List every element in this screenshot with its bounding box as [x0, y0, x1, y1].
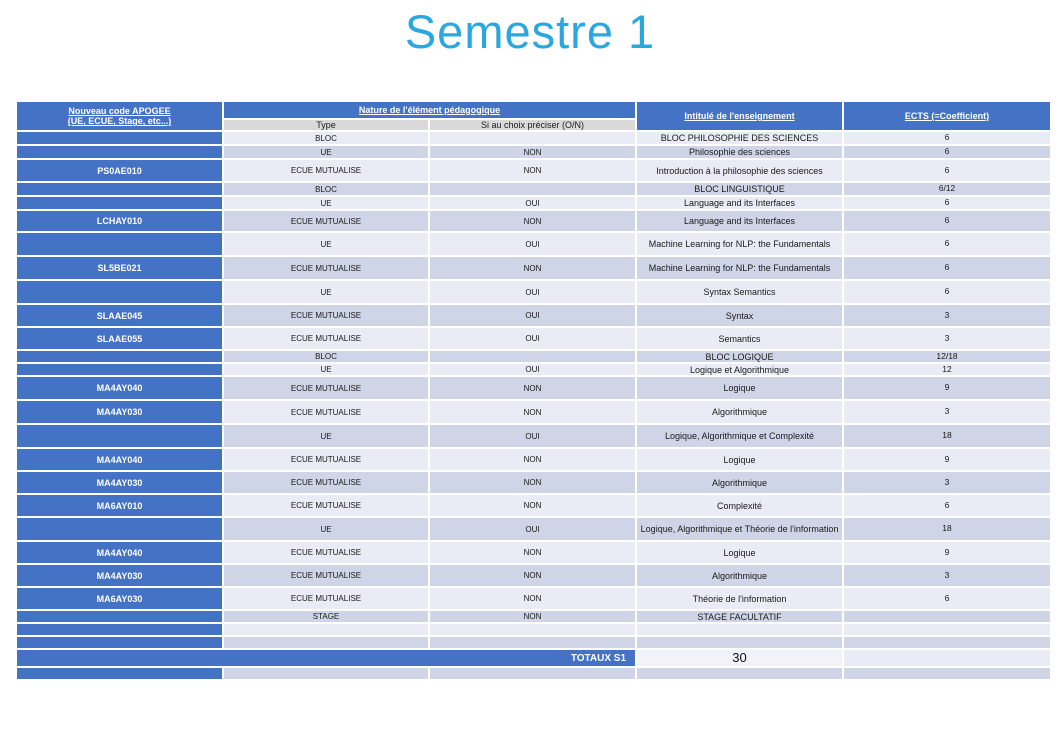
- cell-ects: 6: [843, 256, 1051, 280]
- page-title: Semestre 1: [404, 5, 656, 58]
- cell-code: [16, 196, 223, 210]
- cell-intitule: Language and its Interfaces: [636, 196, 843, 210]
- cell-code: [16, 623, 223, 636]
- cell-ects: 3: [843, 304, 1051, 327]
- cell-intitule: Logique: [636, 376, 843, 400]
- cell-type: [223, 667, 429, 680]
- header-ects-column: ECTS (=Coefficient): [843, 101, 1051, 131]
- cell-code: [16, 280, 223, 304]
- table-row: [16, 517, 1051, 541]
- cell-type: UE: [223, 363, 429, 376]
- cell-intitule: Algorithmique: [636, 564, 843, 587]
- table-body: [16, 131, 1051, 680]
- cell-ects: 6: [843, 494, 1051, 517]
- cell-choix: NON: [429, 587, 636, 610]
- cell-code: [16, 424, 223, 448]
- cell-ects: 3: [843, 400, 1051, 424]
- table-row: [16, 587, 1051, 610]
- cell-ects: [843, 667, 1051, 680]
- cell-code: [16, 363, 223, 376]
- cell-ects: [843, 636, 1051, 649]
- cell-intitule: Philosophie des sciences: [636, 145, 843, 159]
- cell-intitule: Language and its Interfaces: [636, 210, 843, 232]
- table-row: [16, 564, 1051, 587]
- table-row: [16, 210, 1051, 232]
- header-type-subcolumn: Type: [223, 119, 429, 131]
- cell-intitule: Logique, Algorithmique et Complexité: [636, 424, 843, 448]
- cell-choix: OUI: [429, 327, 636, 350]
- totals-row: [16, 649, 1051, 667]
- cell-intitule: Théorie de l'information: [636, 587, 843, 610]
- cell-ects: 6: [843, 131, 1051, 145]
- cell-intitule: Syntax Semantics: [636, 280, 843, 304]
- header-row-1: [16, 101, 1051, 119]
- cell-choix: NON: [429, 145, 636, 159]
- cell-type: UE: [223, 424, 429, 448]
- cell-choix: NON: [429, 256, 636, 280]
- cell-intitule: Algorithmique: [636, 400, 843, 424]
- table-row: [16, 256, 1051, 280]
- cell-code: [16, 636, 223, 649]
- table-row: [16, 623, 1051, 636]
- cell-intitule: BLOC PHILOSOPHIE DES SCIENCES: [636, 131, 843, 145]
- table-row: [16, 363, 1051, 376]
- header-code-line2: (UE, ECUE, Stage, etc...): [67, 116, 172, 127]
- cell-code: [16, 610, 223, 623]
- table-row: [16, 196, 1051, 210]
- header-choix-subcolumn: Si au choix préciser (O/N): [429, 119, 636, 131]
- cell-type: BLOC: [223, 131, 429, 145]
- cell-type: ECUE MUTUALISE: [223, 400, 429, 424]
- cell-intitule: [636, 623, 843, 636]
- cell-ects: 6: [843, 232, 1051, 256]
- table-row: [16, 304, 1051, 327]
- cell-type: UE: [223, 196, 429, 210]
- cell-type: ECUE MUTUALISE: [223, 564, 429, 587]
- cell-choix: [429, 667, 636, 680]
- cell-intitule: Logique: [636, 541, 843, 564]
- cell-ects: [843, 623, 1051, 636]
- cell-choix: OUI: [429, 280, 636, 304]
- cell-type: UE: [223, 145, 429, 159]
- cell-choix: OUI: [429, 424, 636, 448]
- cell-ects: 6: [843, 587, 1051, 610]
- cell-code: MA4AY040: [16, 376, 223, 400]
- cell-intitule: Logique: [636, 448, 843, 471]
- cell-ects: 6: [843, 145, 1051, 159]
- totals-label: TOTAUX S1: [16, 649, 636, 667]
- table-row: [16, 159, 1051, 182]
- cell-ects: 6: [843, 280, 1051, 304]
- cell-type: ECUE MUTUALISE: [223, 159, 429, 182]
- cell-type: UE: [223, 232, 429, 256]
- cell-choix: OUI: [429, 196, 636, 210]
- cell-type: ECUE MUTUALISE: [223, 210, 429, 232]
- cell-intitule: [636, 636, 843, 649]
- cell-code: [16, 131, 223, 145]
- cell-type: BLOC: [223, 182, 429, 196]
- cell-code: [16, 667, 223, 680]
- cell-choix: NON: [429, 541, 636, 564]
- cell-choix: NON: [429, 471, 636, 494]
- cell-ects: 12: [843, 363, 1051, 376]
- cell-intitule: STAGE FACULTATIF: [636, 610, 843, 623]
- cell-choix: NON: [429, 564, 636, 587]
- cell-ects: 3: [843, 327, 1051, 350]
- table-row: [16, 471, 1051, 494]
- cell-ects: 9: [843, 376, 1051, 400]
- header-nature-group: Nature de l'élément pédagogique: [223, 101, 636, 119]
- header-code-column: [16, 101, 223, 131]
- cell-code: MA4AY030: [16, 471, 223, 494]
- cell-code: [16, 145, 223, 159]
- cell-code: SLAAE055: [16, 327, 223, 350]
- cell-code: MA6AY030: [16, 587, 223, 610]
- table-header: [16, 101, 1051, 131]
- totals-ects-empty: [843, 649, 1051, 667]
- header-intitule-column: Intitulé de l'enseignement: [636, 101, 843, 131]
- cell-choix: OUI: [429, 232, 636, 256]
- table-row: [16, 400, 1051, 424]
- table-row: [16, 131, 1051, 145]
- cell-type: [223, 623, 429, 636]
- cell-type: BLOC: [223, 350, 429, 363]
- cell-code: MA4AY030: [16, 564, 223, 587]
- cell-intitule: Introduction à la philosophie des sciences: [636, 159, 843, 182]
- cell-type: ECUE MUTUALISE: [223, 256, 429, 280]
- cell-choix: NON: [429, 448, 636, 471]
- cell-type: ECUE MUTUALISE: [223, 376, 429, 400]
- cell-choix: OUI: [429, 517, 636, 541]
- cell-ects: 18: [843, 517, 1051, 541]
- cell-intitule: Complexité: [636, 494, 843, 517]
- cell-code: [16, 350, 223, 363]
- cell-ects: 6: [843, 159, 1051, 182]
- cell-type: ECUE MUTUALISE: [223, 448, 429, 471]
- cell-ects: 9: [843, 448, 1051, 471]
- cell-type: ECUE MUTUALISE: [223, 304, 429, 327]
- cell-ects: 6/12: [843, 182, 1051, 196]
- table-row: [16, 494, 1051, 517]
- cell-type: UE: [223, 280, 429, 304]
- cell-intitule: Logique et Algorithmique: [636, 363, 843, 376]
- table-row: [16, 145, 1051, 159]
- cell-ects: 3: [843, 564, 1051, 587]
- table-row: [16, 448, 1051, 471]
- cell-choix: NON: [429, 376, 636, 400]
- table-row: [16, 541, 1051, 564]
- cell-type: [223, 636, 429, 649]
- cell-intitule: BLOC LOGIQUE: [636, 350, 843, 363]
- cell-choix: NON: [429, 610, 636, 623]
- table-row: [16, 636, 1051, 649]
- cell-code: MA4AY030: [16, 400, 223, 424]
- cell-code: [16, 232, 223, 256]
- cell-choix: [429, 131, 636, 145]
- cell-choix: NON: [429, 494, 636, 517]
- cell-code: MA4AY040: [16, 448, 223, 471]
- table-row: [16, 327, 1051, 350]
- table-row: [16, 376, 1051, 400]
- cell-intitule: Machine Learning for NLP: the Fundamentals: [636, 232, 843, 256]
- cell-choix: [429, 350, 636, 363]
- cell-code: LCHAY010: [16, 210, 223, 232]
- cell-choix: NON: [429, 400, 636, 424]
- table-row: [16, 182, 1051, 196]
- cell-type: ECUE MUTUALISE: [223, 327, 429, 350]
- table-row: [16, 232, 1051, 256]
- cell-type: ECUE MUTUALISE: [223, 471, 429, 494]
- cell-code: MA4AY040: [16, 541, 223, 564]
- semester-table: [15, 100, 1052, 681]
- cell-type: ECUE MUTUALISE: [223, 587, 429, 610]
- cell-choix: OUI: [429, 363, 636, 376]
- header-code-line1: Nouveau code APOGEE: [68, 105, 171, 116]
- cell-ects: [843, 610, 1051, 623]
- cell-code: [16, 182, 223, 196]
- cell-type: STAGE: [223, 610, 429, 623]
- cell-choix: NON: [429, 159, 636, 182]
- cell-intitule: Semantics: [636, 327, 843, 350]
- table-row: [16, 610, 1051, 623]
- cell-intitule: [636, 667, 843, 680]
- table-row: [16, 350, 1051, 363]
- cell-choix: [429, 182, 636, 196]
- cell-code: [16, 517, 223, 541]
- cell-code: PS0AE010: [16, 159, 223, 182]
- cell-ects: 9: [843, 541, 1051, 564]
- cell-code: SLAAE045: [16, 304, 223, 327]
- cell-intitule: Machine Learning for NLP: the Fundamentals: [636, 256, 843, 280]
- cell-choix: NON: [429, 210, 636, 232]
- cell-ects: 6: [843, 210, 1051, 232]
- cell-type: UE: [223, 517, 429, 541]
- cell-ects: 18: [843, 424, 1051, 448]
- cell-type: ECUE MUTUALISE: [223, 494, 429, 517]
- cell-intitule: Syntax: [636, 304, 843, 327]
- cell-code: MA6AY010: [16, 494, 223, 517]
- cell-intitule: Algorithmique: [636, 471, 843, 494]
- cell-code: SL5BE021: [16, 256, 223, 280]
- cell-ects: 12/18: [843, 350, 1051, 363]
- totals-value: 30: [636, 649, 843, 667]
- cell-ects: 3: [843, 471, 1051, 494]
- cell-ects: 6: [843, 196, 1051, 210]
- table-row: [16, 667, 1051, 680]
- cell-intitule: BLOC LINGUISTIQUE: [636, 182, 843, 196]
- cell-intitule: Logique, Algorithmique et Théorie de l'information: [636, 517, 843, 541]
- table-row: [16, 280, 1051, 304]
- table-row: [16, 424, 1051, 448]
- cell-choix: [429, 636, 636, 649]
- cell-choix: [429, 623, 636, 636]
- cell-type: ECUE MUTUALISE: [223, 541, 429, 564]
- cell-choix: OUI: [429, 304, 636, 327]
